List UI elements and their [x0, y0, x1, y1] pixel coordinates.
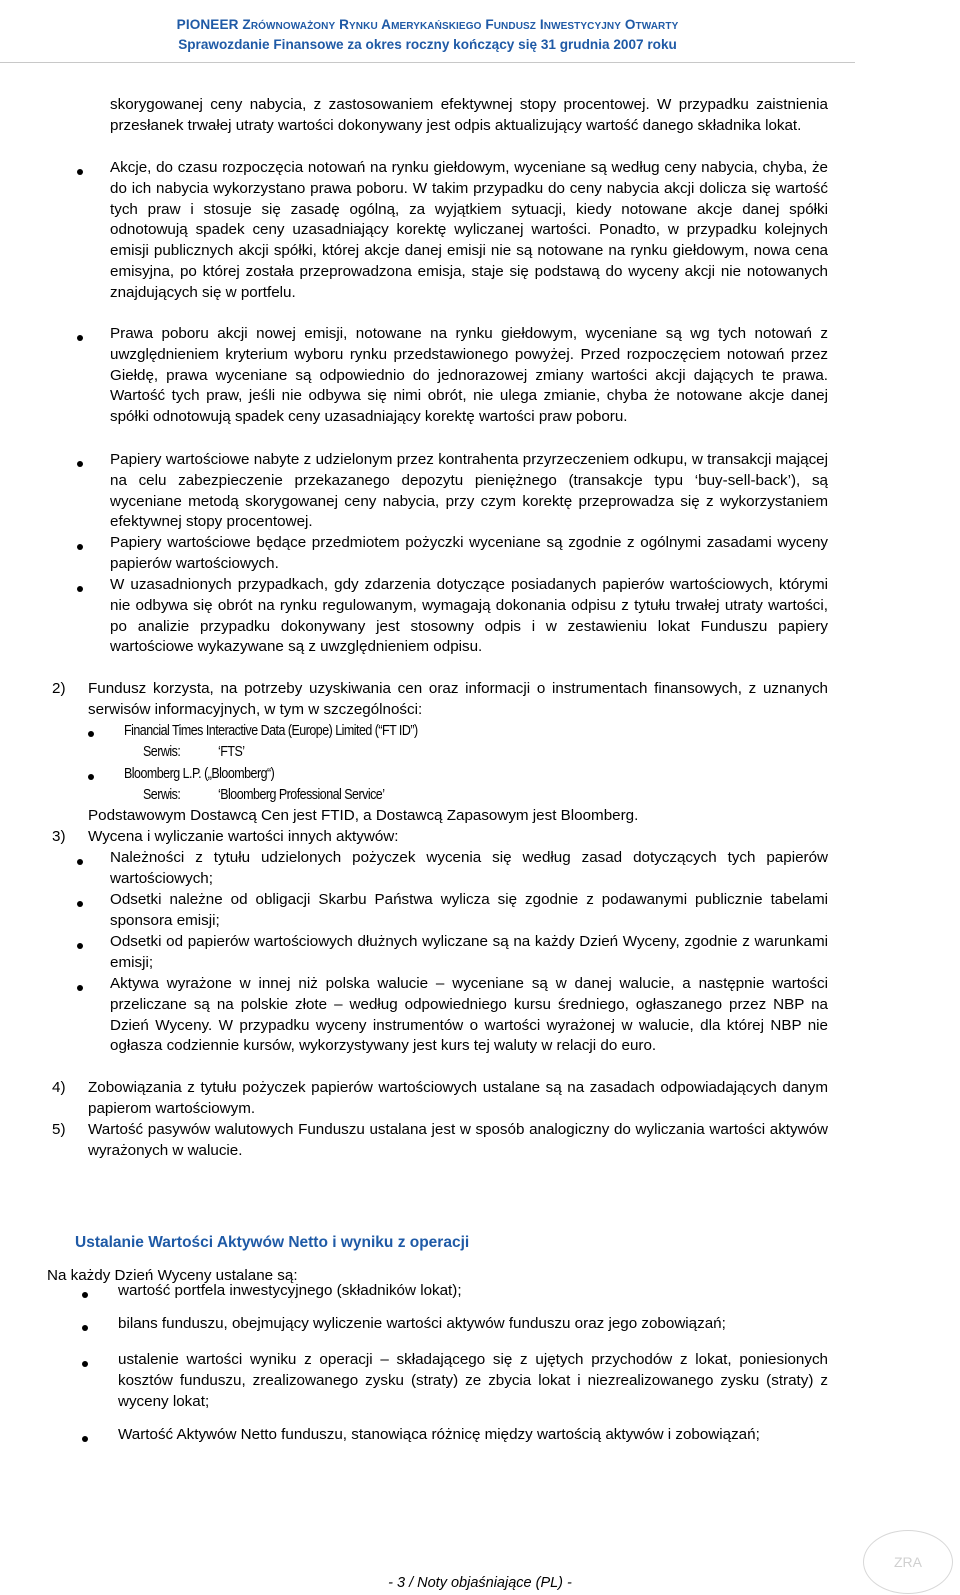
bullet-icon	[77, 985, 83, 991]
list-item: ustalenie wartości wyniku z operacji – składającego się z ujętych przychodów z lokat, poniesionych kosztów funduszu, zrealizowanego zysku (straty) ze zbycia lokat i niezrealizowanego zysku (straty) z wyceny lokat;	[118, 1351, 828, 1410]
service-label: Serwis:	[143, 787, 181, 803]
list-item: bilans funduszu, obejmujący wyliczenie wartości aktywów funduszu oraz jego zobowiązań;	[118, 1315, 726, 1332]
numbered-item-text: Wartość pasywów walutowych Funduszu ustalana jest w sposób analogiczny do wyliczania wartości aktywów wyrażonych w walucie.	[88, 1121, 828, 1159]
report-title: Sprawozdanie Finansowe za okres roczny kończący się 31 grudnia 2007 roku	[178, 37, 677, 52]
service-name: ‘FTS’	[218, 744, 245, 760]
list-item: Papiery wartościowe będące przedmiotem pożyczki wyceniane są zgodnie z ogólnymi zasadami wyceny papierów wartościowych.	[110, 534, 828, 572]
bullet-icon	[82, 1361, 88, 1367]
list-item: Aktywa wyrażone w innej niż polska walucie – wyceniane są w danej walucie, a następnie wartości przeliczane są na polskie złote – według odpowiedniego kursu średniego, ogłaszanego przez NBP na Dzień Wyceny. W przypadku wyceny instrumentów o wartości wyrażonej w walucie, dla której NBP nie ogłasza codziennie kursów, wykorzystywany jest kurs tej waluty w relacji do euro.	[110, 975, 828, 1055]
list-item: Papiery wartościowe nabyte z udzielonym przez kontrahenta przyrzeczeniem odkupu, w transakcji mającej na celu zabezpieczenie przekazanego depozytu pieniężnego (transakcje typu ‘buy-sell-back’), są wyceniane metodą skorygowanej ceny nabycia, przy czym korektę przeprowadza się z wykorzystaniem efektywnej stopy procentowej.	[110, 451, 828, 531]
page-footer: - 3 / Noty objaśniające (PL) -	[388, 1575, 572, 1591]
watermark-stamp: ZRA	[863, 1530, 953, 1594]
service-label: Serwis:	[143, 744, 181, 760]
bullet-icon	[77, 901, 83, 907]
bullet-icon	[77, 461, 83, 467]
list-item: W uzasadnionych przypadkach, gdy zdarzenia dotyczące posiadanych papierów wartościowych, którymi nie odbywa się obrót na rynku regulowanym, wymagają dokonania odpisu z tytułu trwałej utraty wartości, po analizie przypadku dokonywany jest stosowny odpis i w zestawieniu lokat Funduszu papiery wartościowe wykazywane są z uwzględnieniem odpisu.	[110, 576, 828, 656]
bullet-icon	[88, 731, 94, 737]
item-number: 5)	[52, 1121, 66, 1138]
provider-name: Financial Times Interactive Data (Europe) Limited (“FT ID”)	[124, 723, 418, 739]
provider-name: Bloomberg L.P. („Bloomberg“)	[124, 766, 275, 782]
bullet-icon	[77, 586, 83, 592]
numbered-item-text: Zobowiązania z tytułu pożyczek papierów wartościowych ustalane są na zasadach odpowiadających danym papierom wartościowym.	[88, 1079, 828, 1117]
provider-summary: Podstawowym Dostawcą Cen jest FTID, a Dostawcą Zapasowym jest Bloomberg.	[88, 807, 639, 824]
bullet-icon	[82, 1436, 88, 1442]
bullet-icon	[88, 774, 94, 780]
continued-paragraph: skorygowanej ceny nabycia, z zastosowaniem efektywnej stopy procentowej. W przypadku zaistnienia przesłanek trwałej utraty wartości dokonywany jest odpis aktualizujący wartość danego składnika lokat.	[110, 96, 828, 134]
service-name: ‘Bloomberg Professional Service’	[218, 787, 385, 803]
bullet-icon	[77, 169, 83, 175]
item-number: 2)	[52, 680, 66, 697]
fund-name: PIONEER Zrównoważony Rynku Amerykańskiego Fundusz Inwestycyjny Otwarty	[176, 17, 679, 32]
bullet-icon	[82, 1292, 88, 1298]
bullet-icon	[77, 335, 83, 341]
section-heading: Ustalanie Wartości Aktywów Netto i wyniku z operacji	[75, 1234, 470, 1251]
section-intro: Na każdy Dzień Wyceny ustalane są:	[47, 1267, 298, 1284]
list-item: Odsetki od papierów wartościowych dłużnych wyliczane są na każdy Dzień Wyceny, zgodnie z warunkami emisji;	[110, 933, 828, 971]
list-item: Należności z tytułu udzielonych pożyczek wycenia się według zasad dotyczących tych papierów wartościowych;	[110, 849, 828, 887]
list-item: Odsetki należne od obligacji Skarbu Państwa wylicza się zgodnie z podawanymi publicznie tabelami sponsora emisji;	[110, 891, 828, 929]
list-item: Akcje, do czasu rozpoczęcia notowań na rynku giełdowym, wyceniane są według ceny nabycia, chyba, że do ich nabycia wykorzystano prawa poboru. W takim przypadku do ceny nabycia akcji dolicza się wartość tych praw i stosuje się zasadę ogólną, za wyjątkiem sytuacji, kiedy notowane akcje danej spółki odnotowują spadek ceny uzasadniający korektę wyliczanej wartości. Ponadto, w przypadku kolejnych emisji publicznych akcji spółki, której akcje danej emisji nie są notowane na rynku giełdowym, nowa cena emisyjna, po której została przeprowadzona emisja, staje się podstawą do wyceny akcji nie notowanych znajdujących się w portfelu.	[110, 159, 828, 301]
list-item: wartość portfela inwestycyjnego (składników lokat);	[118, 1282, 462, 1299]
bullet-icon	[77, 859, 83, 865]
bullet-icon	[77, 544, 83, 550]
list-item: Wartość Aktywów Netto funduszu, stanowiąca różnicę między wartością aktywów i zobowiązań;	[118, 1426, 760, 1443]
bullet-icon	[77, 943, 83, 949]
bullet-icon	[82, 1325, 88, 1331]
item-number: 3)	[52, 828, 66, 845]
list-item: Prawa poboru akcji nowej emisji, notowane na rynku giełdowym, wyceniane są wg tych notowań z uwzględnieniem kryterium wyboru rynku przedstawionego powyżej. Przed rozpoczęciem notowań przez Giełdę, prawa wyceniane są odpowiednio do jednorazowej zmiany wartości akcji dających te prawa. Wartość tych praw, jeśli nie odbywa się nimi obrót, nie ulega zmianie, chyba że notowane akcje danej spółki odnotowują spadek ceny uzasadniający korektę wartości praw poboru.	[110, 325, 828, 426]
numbered-item-text: Fundusz korzysta, na potrzeby uzyskiwania cen oraz informacji o instrumentach finansowych, z uznanych serwisów informacyjnych, w tym w szczególności:	[88, 680, 828, 718]
item-number: 4)	[52, 1079, 66, 1096]
page-header	[0, 0, 855, 63]
numbered-item-text: Wycena i wyliczanie wartości innych aktywów:	[88, 828, 399, 845]
